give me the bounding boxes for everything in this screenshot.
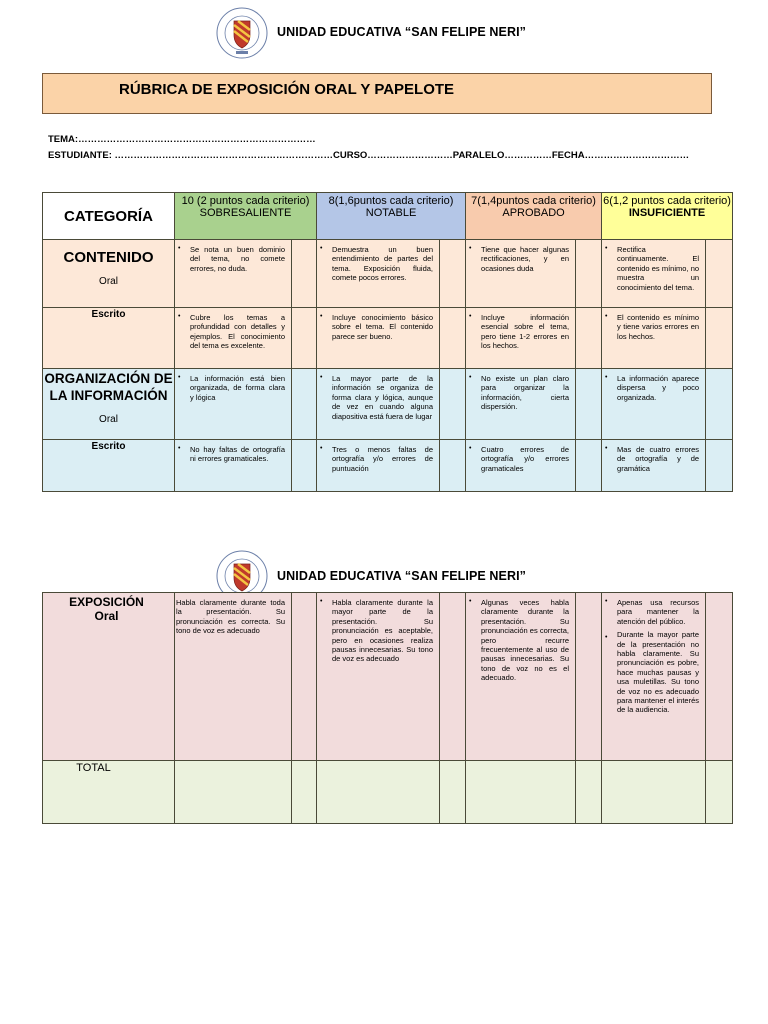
rubric-table-continued	[42, 592, 733, 824]
level-insuficiente-header	[602, 193, 733, 240]
category-title: ORGANIZACIÓN DE LA INFORMACIÓN	[44, 371, 173, 403]
total-cell	[175, 761, 292, 824]
exposicion-row	[43, 593, 733, 761]
level-points: 6(1,2 puntos cada criterio)	[603, 195, 731, 207]
total-row	[43, 761, 733, 824]
rubric-cell: • Incluye conocimiento básico sobre el tema. El contenido parece ser bueno.	[317, 308, 440, 369]
total-label: TOTAL	[43, 761, 175, 824]
level-points: 8(1,6puntos cada criterio)	[328, 195, 454, 207]
estudiante-field: ESTUDIANTE: ……………………………………………………………CURSO………………………PARALELO……………FECHA……………………………	[48, 150, 690, 161]
bullet-text: Apenas usa recursos para mantener la atención del público.	[617, 598, 699, 626]
contenido-category	[43, 240, 175, 308]
rubric-cell: • Demuestra un buen entendimiento de partes del tema. Exposición fluida, comete pocos errores.	[317, 240, 440, 308]
school-name: UNIDAD EDUCATIVA “SAN FELIPE NERI”	[277, 569, 527, 583]
rubric-cell: • Tiene que hacer algunas rectificaciones, y en ocasiones duda	[466, 240, 576, 308]
escrito-label: Escrito	[43, 440, 175, 492]
level-name: INSUFICIENTE	[628, 207, 706, 219]
total-cell	[466, 761, 576, 824]
exposicion-category: EXPOSICIÓN Oral	[43, 593, 175, 761]
total-cell	[317, 761, 440, 824]
rubric-cell: • Algunas veces habla claramente durante la presentación. Su pronunciación es correcta, pero recurre frecuentemente al uso de pausas innecesarias. Su tono de voz no es el adecuado.	[466, 593, 576, 761]
rubric-cell: • Habla claramente durante la mayor parte de la presentación. Su pronunciación es aceptable, pero en ocasiones realiza pausas innecesarias. Su tono de voz es adecuado	[317, 593, 440, 761]
category-header: CATEGORÍA	[43, 193, 175, 240]
rubric-title-box	[42, 73, 712, 114]
rubric-cell: • El contenido es mínimo y tiene varios errores en los hechos.	[602, 308, 706, 369]
rubric-cell: • No hay faltas de ortografía ni errores gramaticales.	[175, 440, 292, 492]
rubric-cell: • Cubre los temas a profundidad con detalles y ejemplos. El conocimiento del tema es excelente.	[175, 308, 292, 369]
contenido-oral-row	[43, 240, 733, 308]
organizacion-escrito-row	[43, 440, 733, 492]
rubric-cell: • Cuatro errores de ortografía y/o errores gramaticales	[466, 440, 576, 492]
total-cell	[602, 761, 706, 824]
level-name: SOBRESALIENTE	[199, 207, 292, 219]
bullet-text: Durante la mayor parte de la presentación no habla claramente. Su pronunciación es pobre, hace muchas pausas y usa muletillas. Su tono de voz no es adecuado para mantener el interés de la audiencia.	[617, 630, 699, 715]
level-sobresaliente-header	[175, 193, 317, 240]
rubric-cell: • Incluye información esencial sobre el tema, pero tiene 1-2 errores en los hechos.	[466, 308, 576, 369]
organizacion-oral-row	[43, 369, 733, 440]
rubric-cell: • Rectifica continuamente. El contenido es mínimo, no muestra un conocimiento del tema.	[602, 240, 706, 308]
rubric-cell: • La información aparece dispersa y poco organizada.	[602, 369, 706, 440]
level-name: APROBADO	[502, 207, 565, 219]
rubric-cell: Habla claramente durante toda la presentación. Su pronunciación es correcta. Su tono de voz es adecuado	[175, 593, 292, 761]
rubric-cell: • Mas de cuatro errores de ortografía y de gramática	[602, 440, 706, 492]
rubric-cell: • La mayor parte de la información se organiza de forma clara y lógica, aunque de vez en cuando alguna diapositiva está fuera de lugar	[317, 369, 440, 440]
school-crest-icon	[216, 7, 268, 59]
escrito-label: Escrito	[43, 308, 175, 369]
rubric-cell: • Apenas usa recursos para mantener la atención del público. Durante la mayor parte de la presentación no habla claramente. Su pronunciación es pobre, hace muchas pausas y usa muletillas. Su tono de voz no es adecuado para mantener el interés de la audiencia. •	[602, 593, 706, 761]
rubric-title: RÚBRICA DE EXPOSICIÓN ORAL Y PAPELOTE	[119, 81, 455, 98]
level-points: 7(1,4puntos cada criterio)	[471, 195, 596, 207]
level-name: NOTABLE	[365, 207, 417, 219]
level-aprobado-header	[466, 193, 602, 240]
level-points: 10 (2 puntos cada criterio)	[181, 195, 310, 207]
tema-field: TEMA:…………………………………………………………………	[48, 134, 316, 145]
organizacion-category	[43, 369, 175, 440]
category-title: CONTENIDO	[63, 249, 154, 266]
rubric-cell: • Se nota un buen dominio del tema, no comete errores, no duda.	[175, 240, 292, 308]
rubric-cell: • La información está bien organizada, de forma clara y lógica	[175, 369, 292, 440]
rubric-cell: • Tres o menos faltas de ortografía y/o errores de puntuación	[317, 440, 440, 492]
contenido-escrito-row	[43, 308, 733, 369]
school-name: UNIDAD EDUCATIVA “SAN FELIPE NERI”	[277, 25, 527, 39]
rubric-table	[42, 192, 733, 492]
rubric-cell: • No existe un plan claro para organizar la información, cierta dispersión.	[466, 369, 576, 440]
oral-label: Oral	[99, 276, 118, 287]
oral-label: Oral	[99, 414, 118, 425]
level-notable-header	[317, 193, 466, 240]
